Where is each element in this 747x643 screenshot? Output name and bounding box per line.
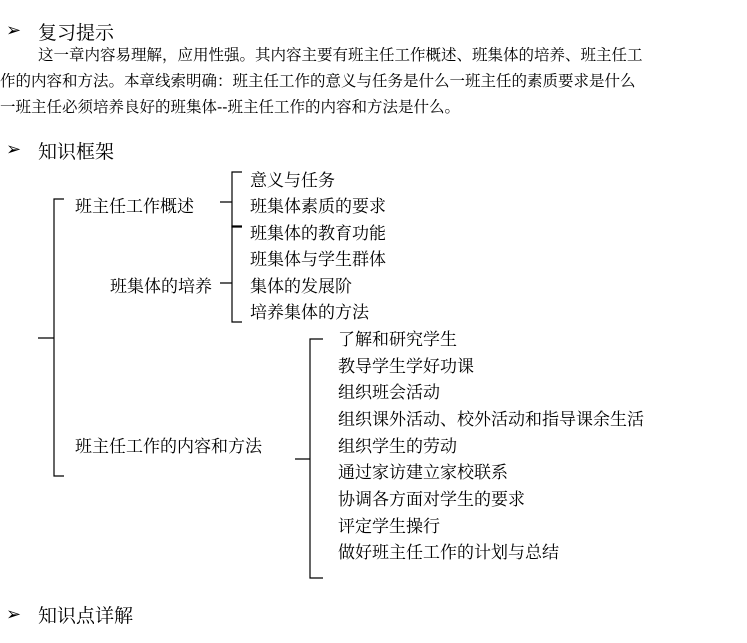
overview-item: 意义与任务	[250, 171, 335, 191]
methods-item: 协调各方面对学生的要求	[338, 490, 525, 510]
overview-label: 班主任工作概述	[75, 197, 194, 217]
paragraph-line: 这一章内容易理解，应用性强。其内容主要有班主任工作概述、班集体的培养、班主任工	[38, 46, 643, 64]
paragraph-line: 一班主任必须培养良好的班集体--班主任工作的内容和方法是什么。	[0, 98, 460, 116]
cultivation-item: 集体的发展阶	[250, 277, 352, 297]
overview-bracket	[220, 172, 242, 227]
methods-item: 组织课外活动、校外活动和指导课余生活	[338, 410, 644, 430]
outer-bracket	[38, 199, 64, 476]
cultivation-bracket	[220, 226, 242, 322]
bullet-arrow-icon: ➢	[6, 604, 22, 625]
knowledge-details-heading: 知识点详解	[38, 605, 134, 627]
bullet-arrow-icon: ➢	[6, 20, 22, 41]
methods-label: 班主任工作的内容和方法	[75, 437, 262, 457]
methods-item: 组织班会活动	[338, 383, 440, 403]
bullet-arrow-icon: ➢	[6, 139, 22, 160]
cultivation-item: 班集体与学生群体	[250, 250, 386, 270]
cultivation-item: 班集体的教育功能	[250, 224, 386, 244]
paragraph-line: 作的内容和方法。本章线索明确：班主任工作的意义与任务是什么一班主任的素质要求是什么	[0, 72, 636, 90]
methods-item: 教导学生学好功课	[338, 357, 474, 377]
knowledge-framework-heading: 知识框架	[38, 141, 115, 163]
overview-item: 班集体素质的要求	[250, 197, 386, 217]
methods-item: 了解和研究学生	[338, 330, 457, 350]
methods-item: 做好班主任工作的计划与总结	[338, 543, 559, 563]
methods-item: 通过家访建立家校联系	[338, 463, 508, 483]
cultivation-label: 班集体的培养	[110, 277, 212, 297]
review-tips-heading: 复习提示	[38, 22, 115, 44]
methods-item: 组织学生的劳动	[338, 437, 457, 457]
methods-item: 评定学生操行	[338, 517, 440, 537]
methods-bracket	[295, 339, 323, 578]
cultivation-item: 培养集体的方法	[250, 303, 369, 323]
